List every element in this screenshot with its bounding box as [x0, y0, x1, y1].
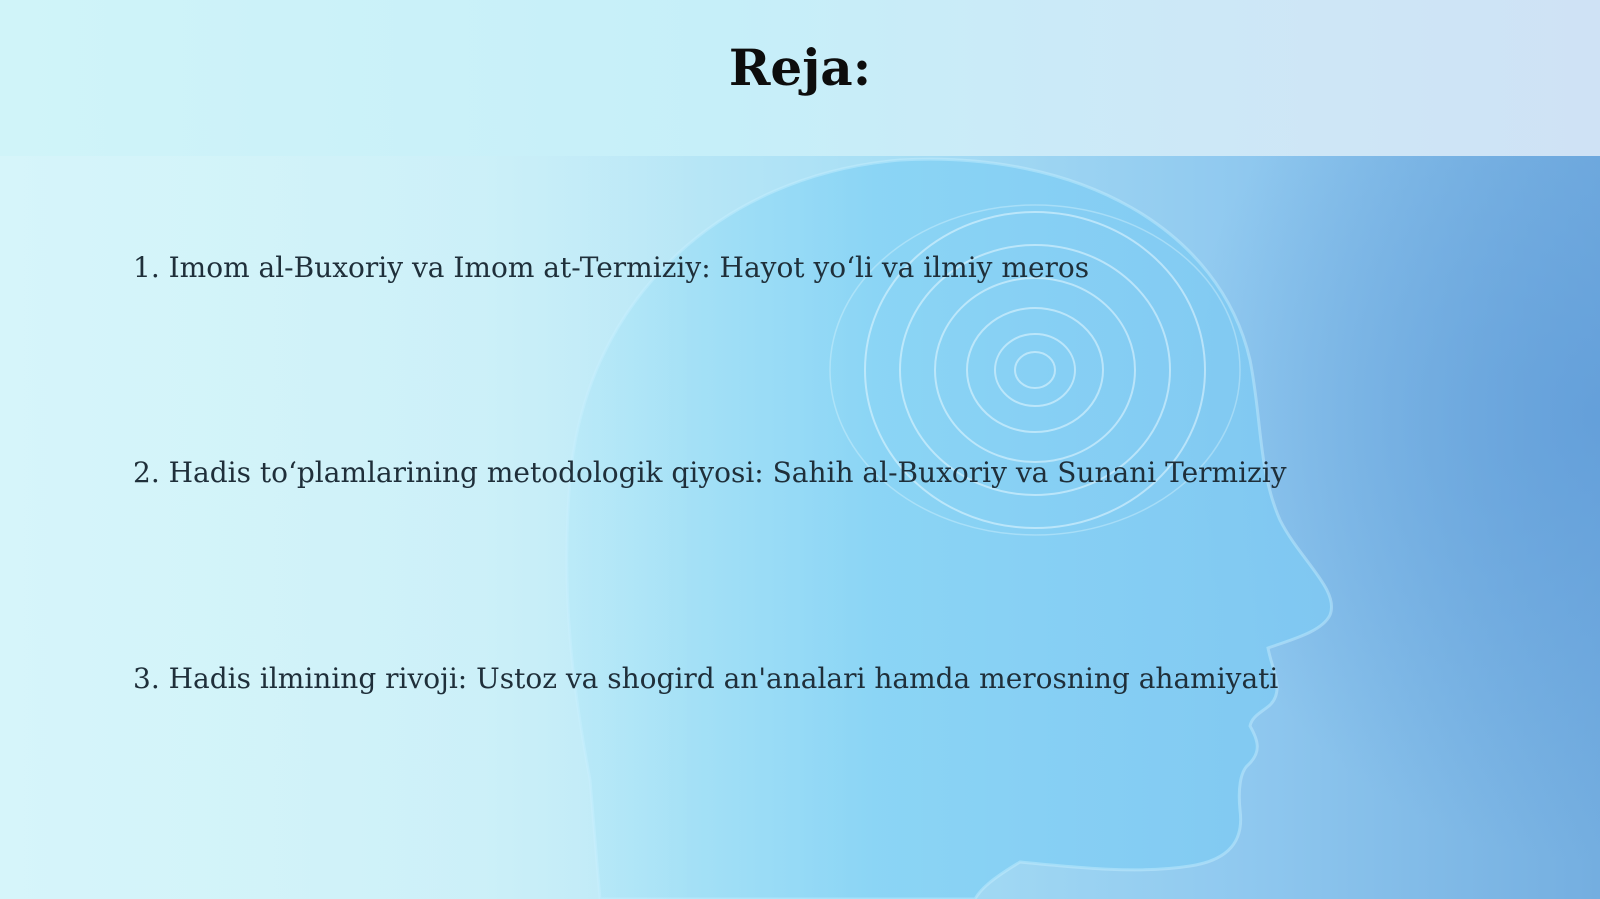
- agenda-item-3: 3. Hadis ilmining rivoji: Ustoz va shogird an'analari hamda merosning ahamiyati: [133, 662, 1279, 695]
- agenda-item-1: 1. Imom al-Buxoriy va Imom at-Termiziy: Hayot yo‘li va ilmiy meros: [133, 251, 1090, 284]
- slide-title: Reja:: [728, 38, 872, 97]
- agenda-item-2: 2. Hadis to‘plamlarining metodologik qiyosi: Sahih al-Buxoriy va Sunani Termiziy: [133, 456, 1287, 489]
